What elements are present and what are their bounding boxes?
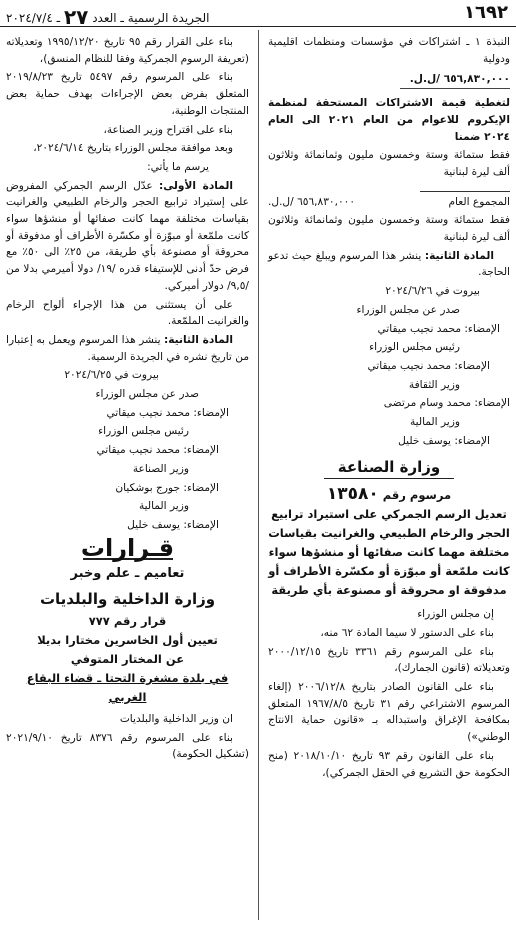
total-row <box>268 194 510 211</box>
signature-line: وزير المالية <box>138 500 189 513</box>
article-one <box>6 178 249 295</box>
signature-line: الإمضاء: محمد نجيب ميقاتي <box>367 359 490 372</box>
decision-title: عن المختار المتوفي <box>70 651 185 666</box>
signature-line: وزير الصناعة <box>132 462 189 475</box>
section-title: قـرارات <box>80 533 175 562</box>
signature-line: الإمضاء: محمد وسام مرتضى <box>383 397 510 410</box>
issue-number: ٢٧ <box>63 5 89 29</box>
decree-number: ١٣٥٨٠ <box>326 484 379 505</box>
journal-title <box>6 5 210 29</box>
signature-line: رئيس مجلس الوزراء <box>98 425 189 438</box>
recital: وبعد موافقة مجلس الوزراء بتاريخ ٢٠٢٤/٦/١٤، <box>33 142 233 155</box>
journal-name: الجريدة الرسمية ـ العدد <box>92 11 210 25</box>
signature-line: الإمضاء: محمد نجيب ميقاتي <box>106 406 229 419</box>
divider <box>324 478 454 479</box>
signature-line: صدر عن مجلس الوزراء <box>95 388 199 401</box>
date-line: بيروت في ٢٠٢٤/٦/٢٥ <box>64 369 159 382</box>
recital: بناء على اقتراح وزير الصناعة، <box>103 123 233 136</box>
article-two <box>6 332 249 365</box>
decree-heading <box>268 485 510 505</box>
decree-title: تعديل الرسم الجمركي على استيراد ترابيع الحجر والرخام الطبيعي والغرانيت بقياسات مختلفة مهما كانت صفائها أو منشؤها سواء كانت ملمّعة أو مبوّزة أو مكسّرة الأطراف أو مدفوقة او محروقة أو مصنوعة بأي طريقة <box>268 507 510 598</box>
right-column <box>268 34 510 783</box>
recital: بناء على الدستور لا سيما المادة ٦٢ منه، <box>320 626 494 639</box>
exception-text: على أن يستثنى من هذا الإجراء ألواح الرخام والغرانيت الملمّعة. <box>6 298 249 328</box>
section-subtitle: تعاميم ـ علم وخبر <box>70 566 185 582</box>
recital: بناء على القانون الصادر بتاريخ ٢٠٠٦/١٢/٨ (إلغاء المرسوم الاشتراعي رقم ٣١ تاريخ ١٩٦٧/٨/٥ المتعلق بمكافحة الإغراق واستبداله بـ «قانون حماية الانتاج الوطني») <box>268 680 510 744</box>
article-text: ينشر هذا المرسوم ويبلغ حيث تدعو الحاجة. <box>268 249 510 279</box>
signature-line: وزير الثقافة <box>408 378 460 391</box>
page-number: ١٦٩٢ <box>464 2 508 23</box>
signature-line: الإمضاء: يوسف خليل <box>398 434 490 447</box>
signature-line: الإمضاء: جورج بوشكيان <box>115 481 219 494</box>
total-words: فقط ستمائة وستة وخمسون مليون وثمانمائة وثلاثون ألف ليرة لبنانية <box>268 214 510 244</box>
signature-line: الإمضاء: محمد نجيب ميقاتي <box>96 444 219 457</box>
amount-words: فقط ستمائة وستة وخمسون مليون وثمانمائة وثلاثون ألف ليرة لبنانية <box>268 149 510 178</box>
column-divider <box>258 30 259 920</box>
ministry-title: وزارة الداخلية والبلديات <box>39 590 216 609</box>
decision-title: في بلدة مشغرة التحتا ـ قضاء البقاع الغربي <box>26 670 229 704</box>
council-line: إن مجلس الوزراء <box>417 608 494 621</box>
decree-phrase: يرسم ما يأتي: <box>147 160 209 173</box>
decision-number: قرار رقم ٧٧٧ <box>88 613 167 628</box>
signature-line: رئيس مجلس الوزراء <box>369 341 460 354</box>
total-amount: ٦٥٦,٨٣٠,٠٠٠ /ل.ل. <box>268 195 356 208</box>
recital: بناء على القرار رقم ٩٥ تاريخ ١٩٩٥/١٢/٢٠ وتعديلاته (تعريفة الرسوم الجمركية وفقا للنظام المنسق)، <box>6 36 249 65</box>
article-text: عدّل الرسم الجمركي المفروض على إستيراد ترابيع الحجر والرخام الطبيعي والغرانيت بقياسات مختلفة مهما كانت صفائها أو منشؤها سواء كانت ملمّعة أو مبوّزة أو مكسّرة الأطراف أو مدفوقة أو محروقة أو مصنوعة بأي طريقة، من ٢٥٪ الى ٥٠٪ مع فرض حدّ أدنى للإستيفاء قدره /١٩/ دولا أميرمي بدلا من /٩,٥/ دولار أميركي. <box>6 179 249 292</box>
left-column <box>6 34 249 765</box>
total-label: المجموع العام <box>448 195 510 208</box>
recital: بناء على المرسوم رقم ٣٣٦١ تاريخ ٢٠٠٠/١٢/١٥ وتعديلاته (قانون الجمارك)، <box>268 645 510 675</box>
budget-item: النبذة ١ ـ اشتراكات في مؤسسات ومنظمات اقليمية ودولية <box>268 36 510 65</box>
divider <box>420 191 510 192</box>
amount: ٦٥٦,٨٣٠,٠٠٠ /ل.ل. <box>400 71 510 89</box>
article-two <box>268 248 510 281</box>
article-label: المادة الثانية: <box>163 333 233 346</box>
date-line: بيروت في ٢٠٢٤/٦/٢٦ <box>385 285 480 298</box>
article-label: المادة الثانية: <box>424 249 495 262</box>
recital: بناء على المرسوم رقم ٥٤٩٧ تاريخ ٢٠١٩/٨/٢٣ المتعلق بفرض بعض الإجراءات بهدف حماية بعض المنتجات الوطنية، <box>6 71 249 117</box>
article-text: ينشر هذا المرسوم ويعمل به إعتبارا من تاريخ نشره في الجريدة الرسمية. <box>6 333 249 363</box>
minister-line: ان وزير الداخلية والبلديات <box>119 712 233 725</box>
purpose-text: لتغطية قيمة الاشتراكات المستحقة لمنظمة الإيكروم للاعوام من العام ٢٠٢١ الى العام ٢٠٢٤ ضمنا <box>268 97 510 143</box>
article-label: المادة الأولى: <box>158 179 233 192</box>
issue-date: ـ ٢٠٢٤/٧/٤ <box>6 11 61 25</box>
signature-line: الإمضاء: محمد نجيب ميقاتي <box>377 322 500 335</box>
decree-label: مرسوم رقم <box>382 488 452 503</box>
ministry-title: وزارة الصناعة <box>337 458 441 477</box>
decision-title: تعيين أول الخاسرين مختارا بديلا <box>37 632 218 647</box>
signature-line: صدر عن مجلس الوزراء <box>356 303 460 316</box>
recital: بناء على المرسوم رقم ٨٣٧٦ تاريخ ٢٠٢١/٩/١٠ (تشكيل الحكومة) <box>6 731 249 761</box>
signature-line: الإمضاء: يوسف خليل <box>127 518 219 531</box>
signature-line: وزير المالية <box>409 416 460 429</box>
page-header <box>0 0 516 27</box>
recital: بناء على القانون رقم ٩٣ تاريخ ٢٠١٨/١٠/١٠ (منح الحكومة حق التشريع في الحقل الجمركي)، <box>268 749 510 779</box>
